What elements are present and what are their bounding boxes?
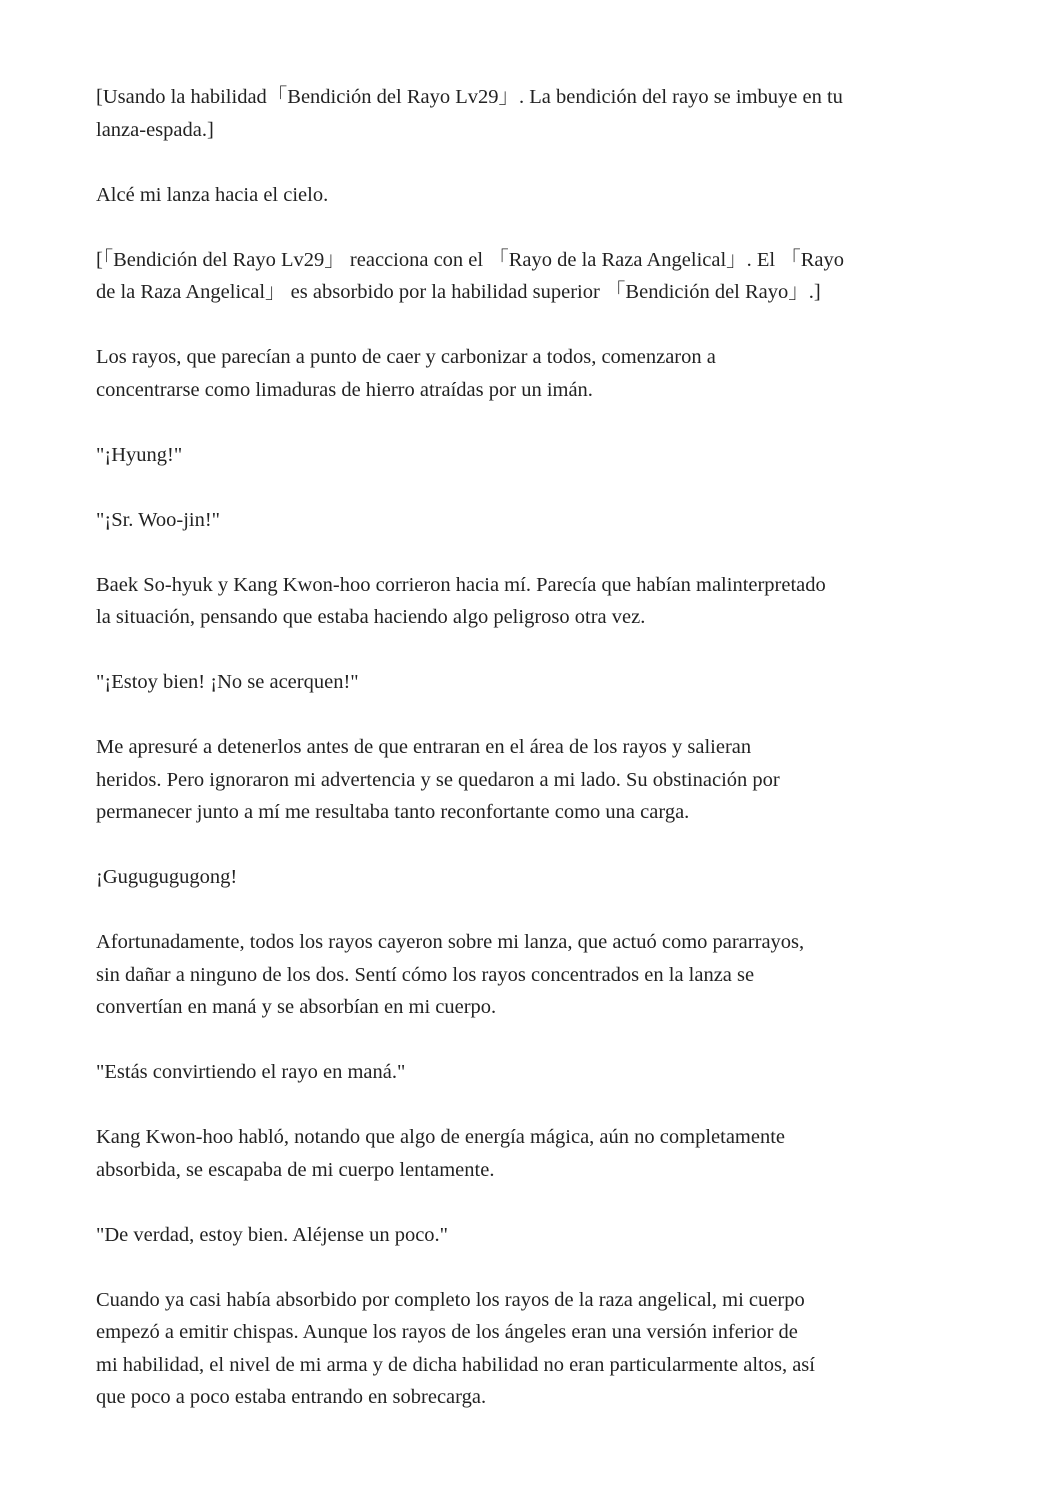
- paragraph: [96, 1056, 956, 1089]
- text-line: permanecer junto a mí me resultaba tanto reconfortante como una carga.: [96, 801, 690, 823]
- text-line: "¡Sr. Woo-jin!": [96, 508, 221, 531]
- text-line: ¡Gugugugugong!: [96, 866, 238, 888]
- text-line: Cuando ya casi había absorbido por completo los rayos de la raza angelical, mi cuerpo: [96, 1288, 805, 1311]
- text-line: Kang Kwon-hoo habló, notando que algo de energía mágica, aún no completamente: [96, 1126, 786, 1148]
- text-line: "¡Estoy bien! ¡No se acerquen!": [96, 671, 359, 693]
- text-line: "Estás convirtiendo el rayo en maná.": [96, 1061, 406, 1083]
- paragraph: [96, 1284, 956, 1414]
- text-line: Baek So-hyuk y Kang Kwon-hoo corrieron hacia mí. Parecía que habían malinterpretado: [96, 573, 826, 596]
- paragraph: [96, 439, 956, 472]
- paragraph: [96, 926, 956, 1024]
- text-line: [Usando la habilidad「Bendición del Rayo Lv29」. La bendición del rayo se imbuye en tu: [96, 86, 843, 108]
- text-line: de la Raza Angelical」 es absorbido por la habilidad superior 「Bendición del Rayo」.]: [96, 281, 821, 303]
- paragraph: [96, 666, 956, 699]
- paragraph: [96, 341, 956, 406]
- paragraph: [96, 569, 956, 634]
- text-line: la situación, pensando que estaba haciendo algo peligroso otra vez.: [96, 606, 646, 628]
- text-line: Me apresuré a detenerlos antes de que entraran en el área de los rayos y salieran: [96, 736, 752, 758]
- text-line: heridos. Pero ignoraron mi advertencia y se quedaron a mi lado. Su obstinación por: [96, 768, 780, 791]
- paragraph: [96, 244, 956, 309]
- text-line: sin dañar a ninguno de los dos. Sentí cómo los rayos concentrados en la lanza se: [96, 963, 755, 986]
- paragraph: [96, 179, 956, 212]
- text-line: Los rayos, que parecían a punto de caer y carbonizar a todos, comenzaron a: [96, 346, 716, 368]
- paragraph: [96, 731, 956, 829]
- paragraph: [96, 1121, 956, 1186]
- text-line: [「Bendición del Rayo Lv29」 reacciona con el 「Rayo de la Raza Angelical」. El 「Rayo: [96, 248, 845, 271]
- paragraph: [96, 504, 956, 537]
- text-line: convertían en maná y se absorbían en mi cuerpo.: [96, 996, 497, 1018]
- document-body: [96, 81, 956, 1446]
- text-line: "De verdad, estoy bien. Aléjense un poco.": [96, 1223, 449, 1246]
- text-line: concentrarse como limaduras de hierro atraídas por un imán.: [96, 378, 593, 401]
- text-line: que poco a poco estaba entrando en sobrecarga.: [96, 1386, 487, 1408]
- text-line: absorbida, se escapaba de mi cuerpo lentamente.: [96, 1158, 495, 1181]
- paragraph: [96, 81, 956, 146]
- text-line: mi habilidad, el nivel de mi arma y de dicha habilidad no eran particularmente altos, así: [96, 1353, 815, 1376]
- text-line: "¡Hyung!": [96, 443, 183, 466]
- paragraph: [96, 1219, 956, 1252]
- paragraph: [96, 861, 956, 894]
- text-line: empezó a emitir chispas. Aunque los rayos de los ángeles eran una versión inferior de: [96, 1321, 798, 1343]
- text-line: lanza-espada.]: [96, 118, 214, 141]
- text-line: Afortunadamente, todos los rayos cayeron sobre mi lanza, que actuó como pararrayos,: [96, 931, 805, 953]
- text-line: Alcé mi lanza hacia el cielo.: [96, 183, 329, 206]
